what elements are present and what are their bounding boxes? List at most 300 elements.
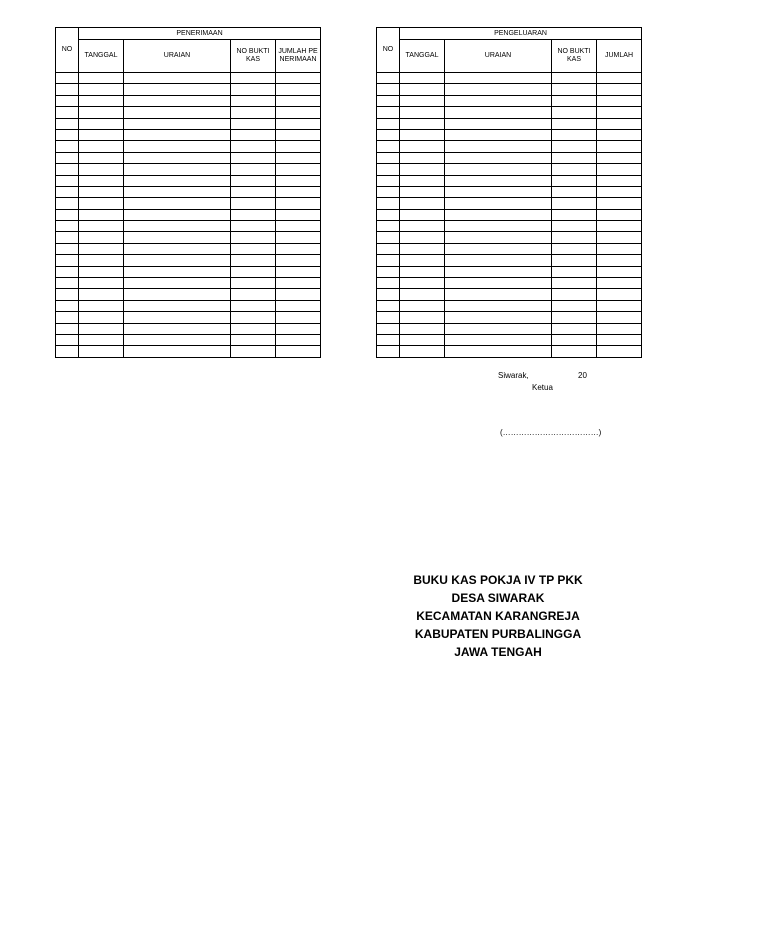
table-cell	[445, 232, 552, 243]
title-line: KABUPATEN PURBALINGGA	[414, 627, 582, 641]
table-cell	[597, 289, 642, 300]
table-cell	[276, 243, 321, 254]
table-row	[377, 198, 642, 209]
table-cell	[56, 84, 79, 95]
table-cell	[231, 141, 276, 152]
table-cell	[597, 221, 642, 232]
table-cell	[400, 323, 445, 334]
table-cell	[231, 255, 276, 266]
table-cell	[552, 84, 597, 95]
table-cell	[56, 118, 79, 129]
table-cell	[552, 118, 597, 129]
table-cell	[400, 266, 445, 277]
table-cell	[56, 346, 79, 357]
table-row	[377, 266, 642, 277]
table-cell	[79, 300, 124, 311]
table-cell	[124, 152, 231, 163]
table-cell	[597, 186, 642, 197]
table-cell	[276, 266, 321, 277]
table-cell	[56, 141, 79, 152]
signature-role: Ketua	[532, 383, 553, 392]
table-cell	[400, 95, 445, 106]
table-cell	[445, 278, 552, 289]
table-row	[377, 278, 642, 289]
table-cell	[400, 300, 445, 311]
table-cell	[276, 278, 321, 289]
table-cell	[56, 175, 79, 186]
table-cell	[400, 164, 445, 175]
col-no: NO	[56, 28, 79, 73]
table-cell	[231, 221, 276, 232]
table-cell	[231, 232, 276, 243]
table-cell	[377, 107, 400, 118]
table-cell	[124, 175, 231, 186]
table-row	[377, 300, 642, 311]
table-row	[377, 84, 642, 95]
table-cell	[552, 175, 597, 186]
table-cell	[445, 107, 552, 118]
table-cell	[276, 346, 321, 357]
table-cell	[231, 107, 276, 118]
table-cell	[377, 312, 400, 323]
table-cell	[552, 334, 597, 345]
table-cell	[56, 300, 79, 311]
table-cell	[276, 232, 321, 243]
table-cell	[597, 232, 642, 243]
table-cell	[124, 255, 231, 266]
table-cell	[276, 312, 321, 323]
table-cell	[79, 334, 124, 345]
table-row	[377, 289, 642, 300]
table-row	[56, 164, 321, 175]
col-uraian: URAIAN	[445, 40, 552, 73]
table-cell	[445, 312, 552, 323]
table-cell	[231, 95, 276, 106]
signature-name-placeholder: (………………………………)	[500, 428, 602, 437]
table-cell	[124, 266, 231, 277]
table-cell	[231, 175, 276, 186]
table-cell	[124, 221, 231, 232]
pengeluaran-rows	[377, 73, 642, 358]
table-cell	[124, 186, 231, 197]
table-cell	[79, 129, 124, 140]
table-cell	[597, 346, 642, 357]
table-row	[377, 346, 642, 357]
table-cell	[552, 243, 597, 254]
table-cell	[56, 107, 79, 118]
table-cell	[79, 118, 124, 129]
table-cell	[79, 84, 124, 95]
table-cell	[400, 255, 445, 266]
table-cell	[377, 152, 400, 163]
table-cell	[597, 152, 642, 163]
table-cell	[231, 209, 276, 220]
table-cell	[276, 164, 321, 175]
table-row	[56, 232, 321, 243]
table-cell	[552, 73, 597, 84]
table-cell	[445, 84, 552, 95]
table-cell	[552, 232, 597, 243]
table-row	[56, 95, 321, 106]
col-no-bukti-kas: NO BUKTI KAS	[231, 40, 276, 73]
table-row	[56, 323, 321, 334]
pengeluaran-table	[376, 27, 642, 358]
table-cell	[124, 95, 231, 106]
table-cell	[552, 164, 597, 175]
table-cell	[400, 175, 445, 186]
penerimaan-rows	[56, 73, 321, 358]
table-cell	[445, 266, 552, 277]
table-row	[377, 334, 642, 345]
table-cell	[597, 300, 642, 311]
table-cell	[231, 278, 276, 289]
table-cell	[79, 73, 124, 84]
signature-place: Siwarak,	[498, 371, 529, 380]
table-row	[377, 73, 642, 84]
table-row	[56, 312, 321, 323]
table-cell	[276, 255, 321, 266]
table-cell	[377, 95, 400, 106]
table-cell	[445, 209, 552, 220]
table-cell	[79, 152, 124, 163]
table-cell	[124, 107, 231, 118]
table-cell	[276, 334, 321, 345]
table-cell	[445, 198, 552, 209]
table-cell	[597, 198, 642, 209]
table-cell	[56, 334, 79, 345]
col-jumlah-penerimaan: JUMLAH PENERIMAAN	[276, 40, 321, 73]
table-cell	[231, 186, 276, 197]
table-cell	[445, 334, 552, 345]
table-row	[377, 107, 642, 118]
table-cell	[56, 255, 79, 266]
table-cell	[597, 312, 642, 323]
table-cell	[79, 266, 124, 277]
table-cell	[552, 289, 597, 300]
table-cell	[597, 95, 642, 106]
group-header-penerimaan: PENERIMAAN	[79, 28, 321, 40]
table-row	[56, 278, 321, 289]
col-tanggal: TANGGAL	[400, 40, 445, 73]
table-cell	[276, 152, 321, 163]
table-row	[56, 198, 321, 209]
table-cell	[377, 323, 400, 334]
title-line: DESA SIWARAK	[451, 591, 545, 605]
table-cell	[400, 312, 445, 323]
table-cell	[56, 221, 79, 232]
table-cell	[79, 255, 124, 266]
table-cell	[552, 198, 597, 209]
table-cell	[231, 152, 276, 163]
table-row	[377, 312, 642, 323]
table-cell	[400, 118, 445, 129]
table-cell	[400, 232, 445, 243]
table-cell	[400, 84, 445, 95]
table-cell	[552, 186, 597, 197]
table-cell	[79, 289, 124, 300]
table-row	[377, 255, 642, 266]
table-cell	[124, 243, 231, 254]
table-row	[377, 118, 642, 129]
table-cell	[377, 164, 400, 175]
table-cell	[400, 334, 445, 345]
table-cell	[597, 334, 642, 345]
table-cell	[445, 164, 552, 175]
table-cell	[124, 289, 231, 300]
table-cell	[56, 232, 79, 243]
table-cell	[56, 289, 79, 300]
table-cell	[231, 312, 276, 323]
table-cell	[552, 95, 597, 106]
table-cell	[597, 141, 642, 152]
table-row	[56, 243, 321, 254]
table-row	[377, 186, 642, 197]
table-row	[56, 129, 321, 140]
table-cell	[79, 278, 124, 289]
table-cell	[597, 255, 642, 266]
table-cell	[552, 141, 597, 152]
table-cell	[231, 198, 276, 209]
table-cell	[276, 73, 321, 84]
table-cell	[79, 346, 124, 357]
table-cell	[124, 84, 231, 95]
table-row	[377, 221, 642, 232]
table-cell	[552, 221, 597, 232]
table-row	[56, 255, 321, 266]
table-row	[377, 232, 642, 243]
table-cell	[276, 289, 321, 300]
table-row	[56, 346, 321, 357]
table-cell	[445, 141, 552, 152]
table-cell	[79, 221, 124, 232]
table-cell	[124, 164, 231, 175]
table-row	[377, 152, 642, 163]
table-cell	[445, 152, 552, 163]
table-cell	[400, 73, 445, 84]
table-cell	[377, 84, 400, 95]
table-cell	[552, 129, 597, 140]
table-cell	[377, 255, 400, 266]
table-cell	[56, 164, 79, 175]
table-cell	[124, 278, 231, 289]
col-uraian: URAIAN	[124, 40, 231, 73]
table-cell	[231, 164, 276, 175]
table-cell	[377, 278, 400, 289]
table-cell	[231, 243, 276, 254]
table-cell	[56, 95, 79, 106]
table-row	[56, 84, 321, 95]
table-row	[56, 118, 321, 129]
table-cell	[377, 300, 400, 311]
table-cell	[231, 334, 276, 345]
table-cell	[445, 186, 552, 197]
table-row	[377, 209, 642, 220]
table-cell	[56, 152, 79, 163]
table-cell	[231, 346, 276, 357]
table-cell	[445, 175, 552, 186]
table-cell	[276, 95, 321, 106]
table-cell	[445, 73, 552, 84]
table-cell	[276, 198, 321, 209]
table-cell	[400, 209, 445, 220]
table-cell	[231, 266, 276, 277]
table-cell	[231, 118, 276, 129]
table-cell	[552, 312, 597, 323]
table-cell	[231, 289, 276, 300]
table-cell	[56, 209, 79, 220]
table-cell	[597, 84, 642, 95]
table-cell	[400, 243, 445, 254]
table-row	[56, 107, 321, 118]
table-row	[56, 209, 321, 220]
table-cell	[124, 346, 231, 357]
table-cell	[400, 221, 445, 232]
table-cell	[445, 95, 552, 106]
table-cell	[276, 209, 321, 220]
table-row	[377, 141, 642, 152]
table-cell	[400, 141, 445, 152]
table-cell	[552, 278, 597, 289]
table-cell	[276, 186, 321, 197]
table-row	[56, 175, 321, 186]
table-cell	[445, 255, 552, 266]
table-cell	[124, 129, 231, 140]
table-cell	[124, 141, 231, 152]
table-cell	[377, 118, 400, 129]
table-cell	[276, 107, 321, 118]
table-row	[377, 129, 642, 140]
col-no-bukti-kas: NO BUKTI KAS	[552, 40, 597, 73]
title-line: JAWA TENGAH	[454, 645, 542, 659]
col-tanggal: TANGGAL	[79, 40, 124, 73]
table-row	[56, 266, 321, 277]
table-cell	[79, 312, 124, 323]
table-cell	[597, 129, 642, 140]
table-cell	[400, 198, 445, 209]
table-cell	[276, 300, 321, 311]
table-cell	[56, 243, 79, 254]
table-cell	[552, 300, 597, 311]
table-cell	[79, 95, 124, 106]
table-cell	[231, 84, 276, 95]
table-row	[56, 334, 321, 345]
table-cell	[56, 323, 79, 334]
table-cell	[377, 243, 400, 254]
table-cell	[231, 323, 276, 334]
table-cell	[552, 266, 597, 277]
table-cell	[377, 232, 400, 243]
table-cell	[231, 129, 276, 140]
table-cell	[377, 266, 400, 277]
table-cell	[124, 334, 231, 345]
table-cell	[445, 221, 552, 232]
table-cell	[445, 346, 552, 357]
table-cell	[124, 209, 231, 220]
table-row	[377, 243, 642, 254]
table-cell	[445, 243, 552, 254]
table-cell	[597, 323, 642, 334]
table-cell	[56, 73, 79, 84]
table-cell	[56, 266, 79, 277]
table-cell	[276, 84, 321, 95]
table-cell	[377, 198, 400, 209]
table-cell	[597, 73, 642, 84]
table-cell	[56, 278, 79, 289]
table-row	[56, 73, 321, 84]
table-cell	[400, 107, 445, 118]
table-cell	[124, 300, 231, 311]
table-row	[377, 175, 642, 186]
table-cell	[597, 107, 642, 118]
table-cell	[276, 323, 321, 334]
table-row	[377, 323, 642, 334]
table-row	[377, 95, 642, 106]
table-cell	[597, 266, 642, 277]
title-line: BUKU KAS POKJA IV TP PKK	[413, 573, 583, 587]
table-cell	[377, 209, 400, 220]
table-cell	[377, 289, 400, 300]
group-header-pengeluaran: PENGELUARAN	[400, 28, 642, 40]
table-cell	[231, 73, 276, 84]
table-cell	[552, 152, 597, 163]
table-cell	[124, 118, 231, 129]
table-cell	[276, 175, 321, 186]
table-cell	[56, 186, 79, 197]
table-row	[56, 186, 321, 197]
table-cell	[445, 289, 552, 300]
table-cell	[597, 118, 642, 129]
table-cell	[377, 73, 400, 84]
table-cell	[276, 129, 321, 140]
table-cell	[79, 323, 124, 334]
table-row	[377, 164, 642, 175]
table-cell	[552, 323, 597, 334]
table-cell	[597, 278, 642, 289]
table-cell	[79, 164, 124, 175]
table-cell	[79, 107, 124, 118]
table-cell	[552, 107, 597, 118]
table-cell	[597, 164, 642, 175]
table-cell	[276, 141, 321, 152]
table-cell	[377, 186, 400, 197]
table-cell	[79, 198, 124, 209]
table-cell	[79, 186, 124, 197]
table-cell	[377, 129, 400, 140]
table-cell	[377, 346, 400, 357]
table-cell	[79, 209, 124, 220]
table-cell	[124, 312, 231, 323]
table-cell	[400, 186, 445, 197]
table-cell	[56, 312, 79, 323]
table-cell	[400, 129, 445, 140]
table-cell	[79, 175, 124, 186]
table-cell	[377, 221, 400, 232]
table-cell	[597, 209, 642, 220]
document-title	[400, 571, 596, 661]
table-row	[56, 289, 321, 300]
table-cell	[79, 243, 124, 254]
table-cell	[124, 323, 231, 334]
table-cell	[552, 255, 597, 266]
table-cell	[400, 152, 445, 163]
table-cell	[400, 346, 445, 357]
table-row	[56, 300, 321, 311]
table-cell	[377, 334, 400, 345]
table-row	[56, 221, 321, 232]
table-cell	[377, 141, 400, 152]
table-cell	[79, 232, 124, 243]
table-cell	[276, 118, 321, 129]
